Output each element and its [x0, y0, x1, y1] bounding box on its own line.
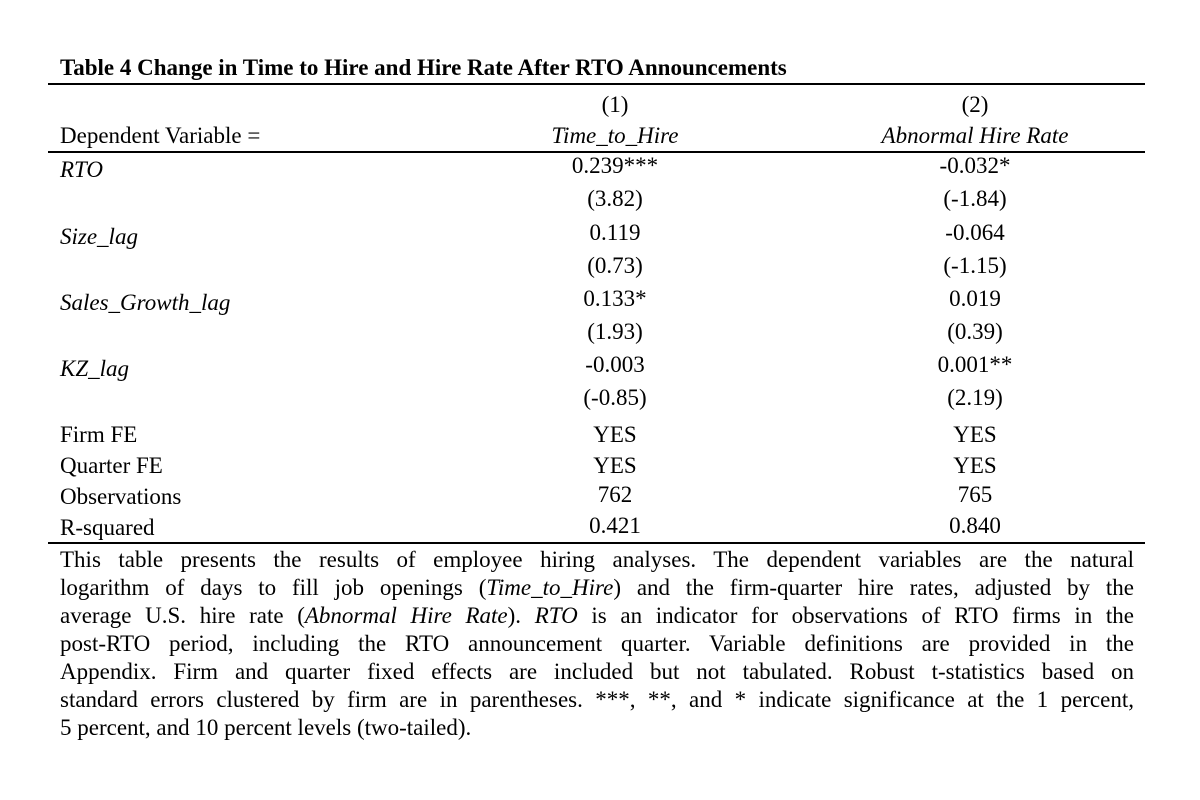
- control-label: R-squared: [60, 515, 155, 540]
- col1-number: (1): [601, 92, 629, 117]
- coef-cell: -0.003: [585, 352, 645, 377]
- coef-cell: 0.019: [949, 286, 1001, 311]
- control-cell: YES: [953, 453, 997, 478]
- coef-cell: -0.032*: [939, 153, 1011, 178]
- tstat-cell: (3.82): [587, 186, 643, 211]
- coef-cell: -0.064: [945, 220, 1005, 245]
- bottom-rule: [48, 542, 1145, 544]
- tstat-cell: (0.39): [947, 319, 1003, 344]
- note-line: This table presents the results of employee hiring analyses. The dependent variables are the natural: [60, 547, 1134, 572]
- row-label: Sales_Growth_lag: [60, 290, 231, 315]
- dependent-variable-label: Dependent Variable =: [60, 123, 261, 148]
- tstat-cell: (-1.15): [943, 253, 1007, 278]
- tstat-cell: (2.19): [947, 385, 1003, 410]
- note-line: standard errors clustered by firm are in parentheses. ***, **, and * indicate significance at the 1 percent,: [60, 687, 1134, 712]
- note-line: 5 percent, and 10 percent levels (two-tailed).: [60, 715, 472, 740]
- control-label: Firm FE: [60, 422, 138, 447]
- note-line: logarithm of days to fill job openings (Time_to_Hire) and the firm-quarter hire rates, adjusted by the: [60, 575, 1134, 600]
- control-cell: YES: [593, 453, 637, 478]
- control-cell: YES: [953, 422, 997, 447]
- control-cell: 762: [597, 482, 633, 507]
- control-label: Quarter FE: [60, 453, 163, 478]
- control-cell: 0.421: [589, 513, 641, 538]
- tstat-cell: (0.73): [587, 253, 643, 278]
- note-line: post-RTO period, including the RTO announcement quarter. Variable definitions are provided in the: [60, 631, 1134, 656]
- row-label: RTO: [60, 157, 104, 182]
- control-cell: YES: [593, 422, 637, 447]
- tstat-cell: (1.93): [587, 319, 643, 344]
- tstat-cell: (-0.85): [583, 385, 647, 410]
- note-line: average U.S. hire rate (Abnormal Hire Rate). RTO is an indicator for observations of RTO firms in the: [60, 603, 1134, 628]
- control-cell: 765: [957, 482, 993, 507]
- tstat-cell: (-1.84): [943, 186, 1007, 211]
- coef-cell: 0.239***: [571, 153, 659, 178]
- control-label: Observations: [60, 484, 182, 509]
- note-line: Appendix. Firm and quarter fixed effects are included but not tabulated. Robust t-statistics based on: [60, 659, 1134, 684]
- col1-header: Time_to_Hire: [551, 123, 679, 148]
- coef-cell: 0.001**: [937, 352, 1013, 377]
- col2-header: Abnormal Hire Rate: [881, 123, 1069, 148]
- row-label: KZ_lag: [60, 356, 130, 381]
- control-cell: 0.840: [949, 513, 1001, 538]
- table-note: [60, 546, 1134, 742]
- coef-cell: 0.133*: [583, 286, 647, 311]
- col2-number: (2): [961, 92, 989, 117]
- top-rule: [48, 83, 1145, 85]
- table-title: Table 4 Change in Time to Hire and Hire Rate After RTO Announcements: [60, 55, 787, 80]
- row-label: Size_lag: [60, 224, 138, 249]
- coef-cell: 0.119: [589, 220, 641, 245]
